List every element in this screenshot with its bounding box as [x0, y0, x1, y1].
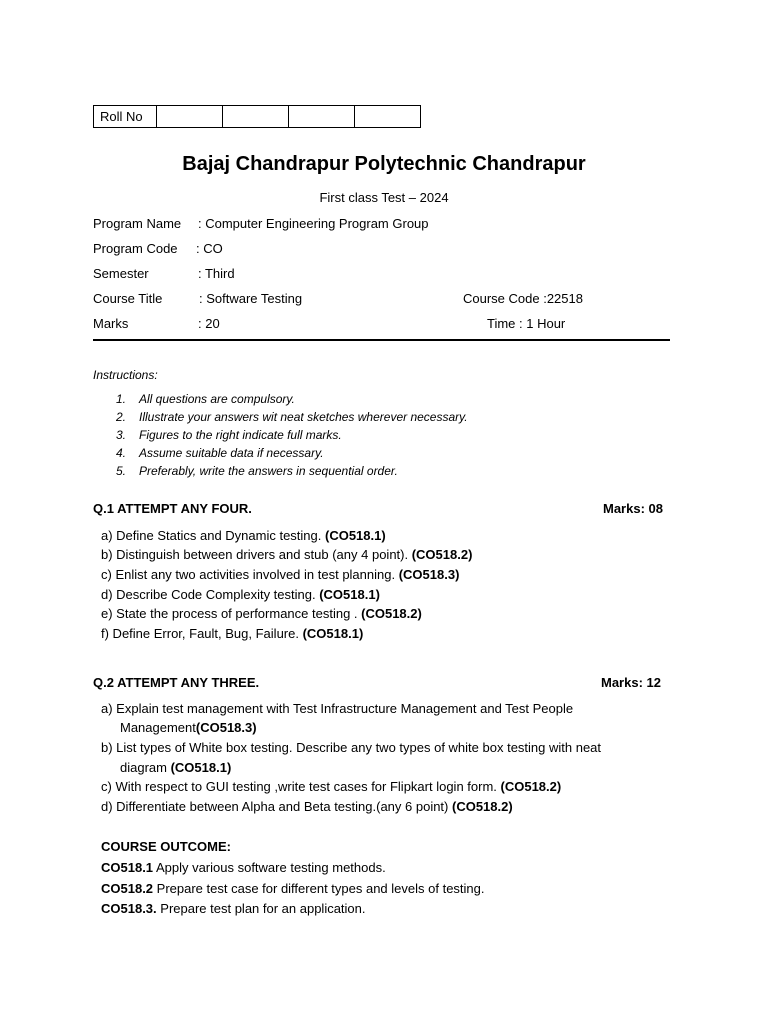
q1-question: d) Describe Code Complexity testing. (CO518.1) — [101, 587, 380, 602]
marks-label: Marks — [93, 316, 129, 331]
q2-question-a-line2: Management(CO518.3) — [120, 720, 257, 735]
q2-marks: Marks: 12 — [601, 675, 661, 690]
instruction-item: Illustrate your answers wit neat sketches wherever necessary. — [139, 410, 468, 424]
program-code-value: : CO — [196, 241, 223, 256]
instruction-item: All questions are compulsory. — [139, 392, 295, 406]
q2-question-c: c) With respect to GUI testing ,write test cases for Flipkart login form. (CO518.2) — [101, 779, 562, 794]
course-code: Course Code :22518 — [463, 291, 583, 306]
semester-label: Semester — [93, 266, 149, 281]
q1-marks: Marks: 08 — [603, 501, 663, 516]
time-duration: Time : 1 Hour — [487, 316, 566, 331]
instruction-item: Figures to the right indicate full marks. — [139, 428, 342, 442]
roll-number-box-4 — [355, 106, 421, 128]
roll-number-box-1 — [157, 106, 223, 128]
q1-question: b) Distinguish between drivers and stub (any 4 point). (CO518.2) — [101, 547, 473, 562]
q1-question: f) Define Error, Fault, Bug, Failure. (CO518.1) — [101, 626, 364, 641]
institute-title: Bajaj Chandrapur Polytechnic Chandrapur — [182, 153, 586, 175]
q1-question: c) Enlist any two activities involved in test planning. (CO518.3) — [101, 567, 460, 582]
course-outcome-item: CO518.3. Prepare test plan for an application. — [101, 901, 366, 916]
course-title-value: : Software Testing — [199, 291, 303, 306]
q2-heading: Q.2 ATTEMPT ANY THREE. — [93, 675, 260, 690]
roll-number-table — [93, 105, 421, 128]
q2-question-a-line1: a) Explain test management with Test Infrastructure Management and Test People — [101, 701, 574, 716]
course-outcome-heading: COURSE OUTCOME: — [101, 839, 231, 854]
program-name-label: Program Name — [93, 216, 182, 231]
roll-number-box-2 — [223, 106, 289, 128]
instruction-number: 2. — [116, 410, 127, 424]
instruction-number: 3. — [116, 428, 127, 442]
course-outcome-item: CO518.2 Prepare test case for different types and levels of testing. — [101, 881, 485, 896]
course-title-label: Course Title — [93, 291, 163, 306]
q1-heading: Q.1 ATTEMPT ANY FOUR. — [93, 501, 252, 516]
q2-question-b-line1: b) List types of White box testing. Describe any two types of white box testing with neat — [101, 740, 602, 755]
instruction-number: 4. — [116, 446, 127, 460]
roll-number-box-3 — [289, 106, 355, 128]
q2-question-d: d) Differentiate between Alpha and Beta testing.(any 6 point) (CO518.2) — [101, 799, 513, 814]
test-title: First class Test – 2024 — [319, 190, 449, 205]
header-divider — [93, 339, 670, 341]
roll-number-label: Roll No — [94, 106, 157, 128]
marks-value: : 20 — [198, 316, 220, 331]
instruction-number: 5. — [116, 464, 127, 478]
instruction-item: Preferably, write the answers in sequential order. — [139, 464, 398, 478]
instruction-item: Assume suitable data if necessary. — [139, 446, 324, 460]
q1-question: e) State the process of performance testing . (CO518.2) — [101, 606, 422, 621]
q1-question: a) Define Statics and Dynamic testing. (CO518.1) — [101, 528, 386, 543]
instructions-heading: Instructions: — [93, 368, 158, 382]
q2-question-b-line2: diagram (CO518.1) — [120, 760, 232, 775]
course-outcome-item: CO518.1 Apply various software testing methods. — [101, 860, 386, 875]
semester-value: : Third — [198, 266, 235, 281]
program-name-value: : Computer Engineering Program Group — [198, 216, 429, 231]
instruction-number: 1. — [116, 392, 127, 406]
program-code-label: Program Code — [93, 241, 178, 256]
